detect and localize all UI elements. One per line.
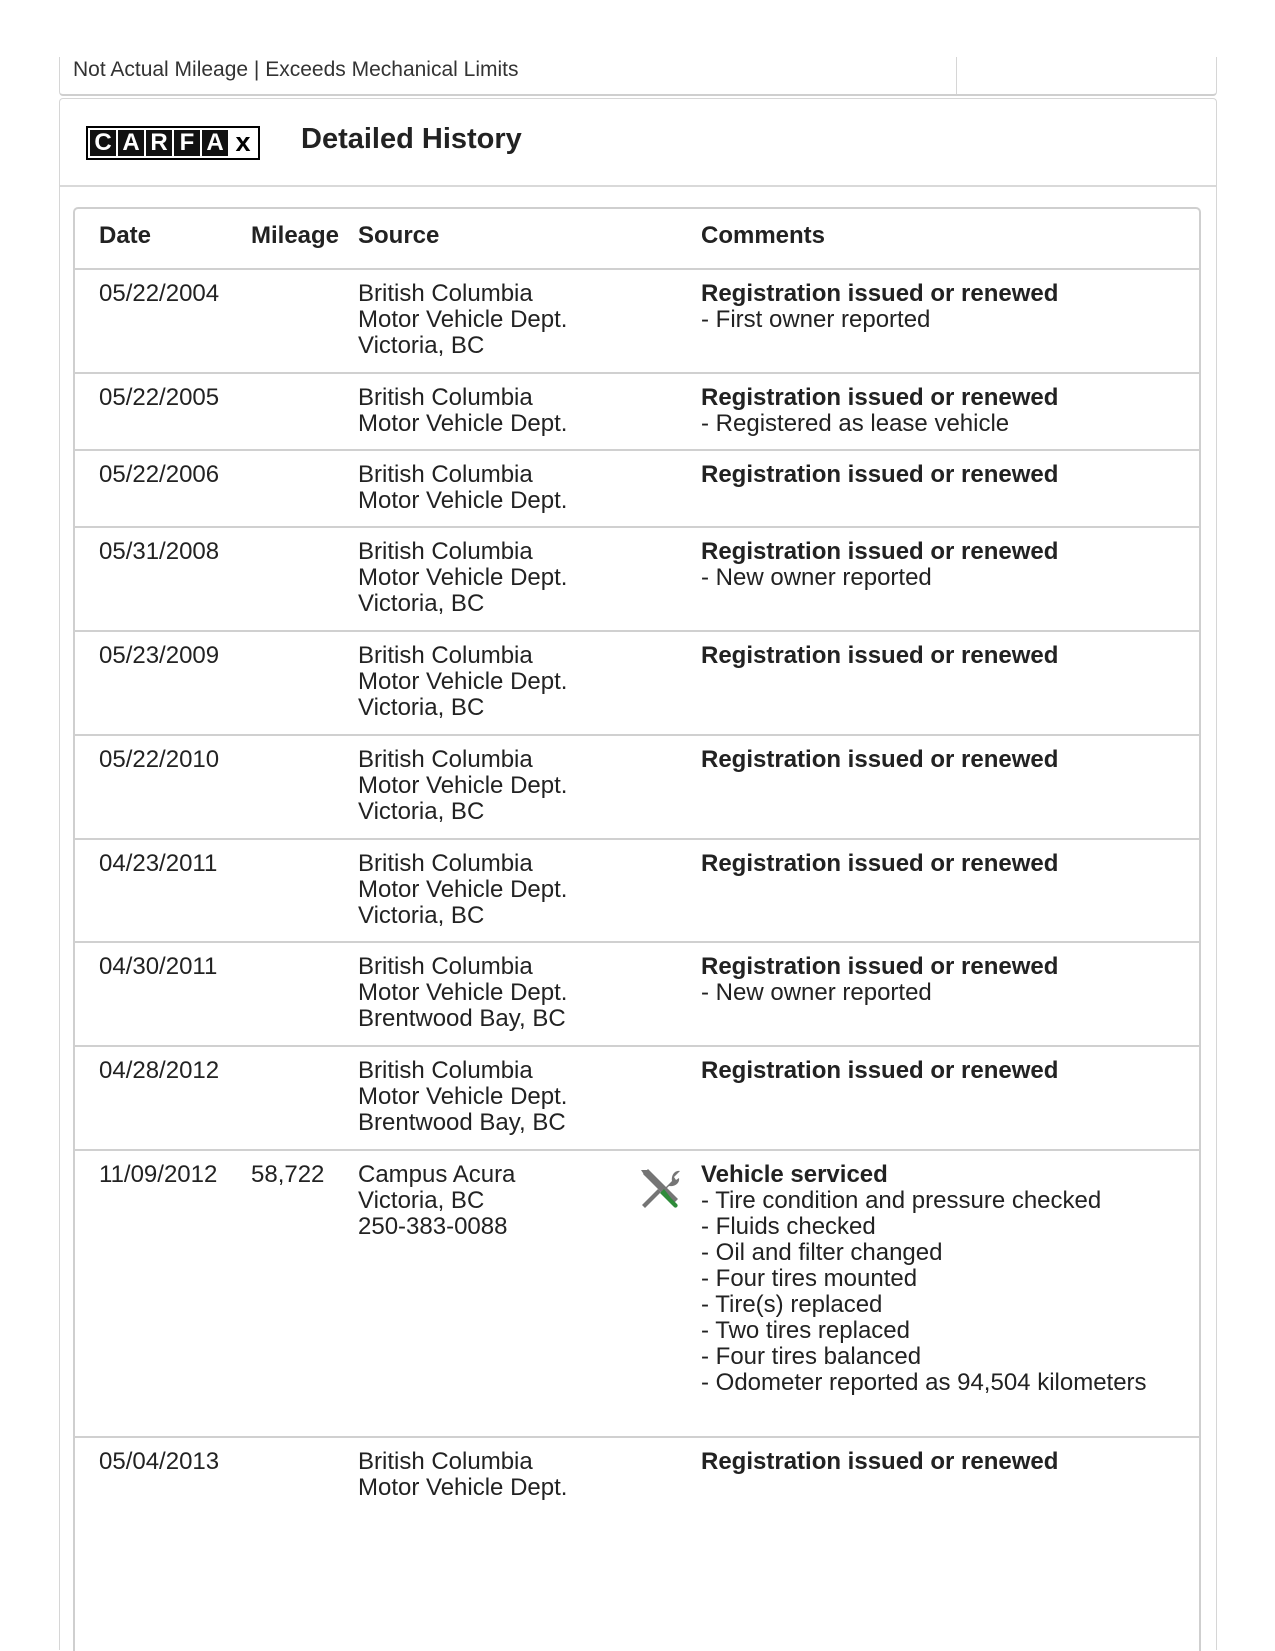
table-row [75, 943, 1199, 1047]
source-line: British Columbia [358, 746, 533, 773]
row-source [358, 1058, 567, 1136]
row-source [358, 643, 567, 721]
row-source [358, 462, 567, 514]
comment-detail: - First owner reported [701, 306, 931, 333]
row-date: 04/28/2012 [99, 1057, 220, 1084]
detailed-history-section [59, 98, 1217, 1650]
row-date: 05/22/2010 [99, 746, 220, 773]
comment-detail: - Four tires mounted [701, 1265, 918, 1292]
source-line: Victoria, BC [358, 902, 485, 929]
source-line: 250-383-0088 [358, 1213, 508, 1240]
comment-detail: - Four tires balanced [701, 1343, 922, 1370]
comment-detail: - New owner reported [701, 564, 932, 591]
comment-title: Registration issued or renewed [701, 384, 1059, 411]
source-line: Motor Vehicle Dept. [358, 876, 568, 903]
section-title: Detailed History [301, 123, 522, 155]
header-source: Source [358, 222, 440, 249]
source-line: British Columbia [358, 280, 533, 307]
comment-detail: - Oil and filter changed [701, 1239, 943, 1266]
source-line: Victoria, BC [358, 1187, 485, 1214]
row-comments [701, 747, 1171, 773]
row-date: 05/23/2009 [99, 642, 220, 669]
comment-title: Registration issued or renewed [701, 280, 1059, 307]
logo-letter: x [235, 127, 251, 157]
row-date: 04/23/2011 [99, 850, 218, 877]
row-date: 04/30/2011 [99, 953, 218, 980]
source-line: Motor Vehicle Dept. [358, 410, 568, 437]
comment-detail: - Two tires replaced [701, 1317, 910, 1344]
source-line: Victoria, BC [358, 590, 485, 617]
service-tools-icon [638, 1167, 682, 1211]
comment-title: Registration issued or renewed [701, 1448, 1059, 1475]
comment-title: Registration issued or renewed [701, 538, 1059, 565]
header-comments: Comments [701, 222, 826, 249]
row-comments [701, 954, 1171, 1006]
previous-section-box [59, 57, 1217, 96]
comment-title: Registration issued or renewed [701, 1057, 1059, 1084]
comment-title: Registration issued or renewed [701, 461, 1059, 488]
row-comments [701, 539, 1171, 591]
table-row [75, 374, 1199, 451]
row-source [358, 747, 567, 825]
row-date: 05/22/2005 [99, 384, 220, 411]
comment-detail: - Tire(s) replaced [701, 1291, 883, 1318]
header-date: Date [99, 222, 152, 249]
comment-title: Registration issued or renewed [701, 746, 1059, 773]
carfax-logo [86, 126, 260, 160]
source-line: British Columbia [358, 850, 533, 877]
row-comments [701, 643, 1171, 669]
comment-title: Registration issued or renewed [701, 642, 1059, 669]
row-source [358, 954, 567, 1032]
comment-detail: - Registered as lease vehicle [701, 410, 1010, 437]
row-mileage: 58,722 [251, 1161, 325, 1188]
table-row [75, 1047, 1199, 1151]
source-line: Brentwood Bay, BC [358, 1109, 566, 1136]
row-comments [701, 851, 1171, 877]
history-table [73, 207, 1201, 1651]
table-row [75, 270, 1199, 374]
row-source [358, 851, 567, 929]
source-line: British Columbia [358, 538, 533, 565]
source-line: Motor Vehicle Dept. [358, 306, 568, 333]
source-line: Brentwood Bay, BC [358, 1005, 566, 1032]
table-header [75, 209, 1199, 270]
source-line: British Columbia [358, 642, 533, 669]
source-line: British Columbia [358, 1448, 533, 1475]
logo-letter: F [174, 130, 200, 156]
section-header [60, 99, 1216, 187]
source-line: Motor Vehicle Dept. [358, 1083, 568, 1110]
table-row [75, 1438, 1199, 1638]
comment-detail: - Odometer reported as 94,504 kilometers [701, 1369, 1147, 1396]
comment-title: Registration issued or renewed [701, 850, 1059, 877]
source-line: British Columbia [358, 953, 533, 980]
row-date: 05/04/2013 [99, 1448, 220, 1475]
comment-detail: - Tire condition and pressure checked [701, 1187, 1102, 1214]
header-mileage: Mileage [251, 222, 340, 249]
source-line: Motor Vehicle Dept. [358, 487, 568, 514]
comment-title: Vehicle serviced [701, 1161, 888, 1188]
source-line: Victoria, BC [358, 798, 485, 825]
row-source [358, 385, 567, 437]
row-comments [701, 281, 1171, 333]
table-row [75, 632, 1199, 736]
comment-title: Registration issued or renewed [701, 953, 1059, 980]
row-comments [701, 1162, 1171, 1396]
row-source [358, 281, 567, 359]
row-comments [701, 1449, 1171, 1475]
table-row [75, 1151, 1199, 1438]
row-comments [701, 1058, 1171, 1084]
source-line: Motor Vehicle Dept. [358, 772, 568, 799]
comment-detail: - New owner reported [701, 979, 932, 1006]
source-line: Motor Vehicle Dept. [358, 564, 568, 591]
logo-letter: A [118, 130, 144, 156]
table-row [75, 451, 1199, 528]
logo-letter: R [146, 130, 172, 156]
logo-letter: A [202, 130, 228, 156]
row-date: 05/31/2008 [99, 538, 220, 565]
source-line: British Columbia [358, 461, 533, 488]
row-comments [701, 462, 1171, 488]
logo-letter: C [90, 130, 116, 156]
source-line: Victoria, BC [358, 694, 485, 721]
row-date: 05/22/2004 [99, 280, 220, 307]
table-body [75, 270, 1199, 1638]
source-line: Campus Acura [358, 1161, 516, 1188]
source-line: British Columbia [358, 1057, 533, 1084]
column-divider [956, 57, 957, 94]
source-line: Motor Vehicle Dept. [358, 1474, 568, 1501]
table-row [75, 528, 1199, 632]
table-row [75, 736, 1199, 840]
row-comments [701, 385, 1171, 437]
comment-detail: - Fluids checked [701, 1213, 876, 1240]
row-date: 05/22/2006 [99, 461, 220, 488]
source-line: British Columbia [358, 384, 533, 411]
row-source [358, 539, 567, 617]
source-line: Motor Vehicle Dept. [358, 979, 568, 1006]
source-line: Motor Vehicle Dept. [358, 668, 568, 695]
row-date: 11/09/2012 [99, 1161, 218, 1188]
source-line: Victoria, BC [358, 332, 485, 359]
mileage-note: Not Actual Mileage | Exceeds Mechanical Limits [73, 58, 519, 81]
row-source [358, 1162, 515, 1240]
table-row [75, 840, 1199, 943]
row-source [358, 1449, 567, 1501]
